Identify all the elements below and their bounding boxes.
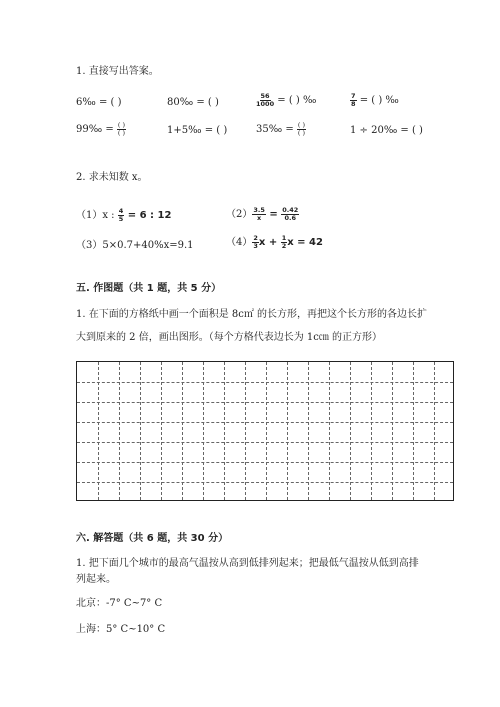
fraction: $\frac{2}{3}$ [253,234,258,250]
q1-item-5: 99‰ = ( ) ( ) [76,121,126,137]
fraction: ( ) ( ) [297,121,306,137]
grid-paper [76,361,454,501]
city-beijing: 北京：-7° C~7° C [76,598,163,609]
q1-item-1: 6‰ = ( ) [76,97,122,108]
q2-title: 2. 求未知数 x。 [76,172,148,183]
q1-item-8: 1 ÷ 20‰ = ( ) [350,125,423,136]
equation-2: （2） $\frac{3.5}{x}$ = $\frac{0.42}{0.6}$ [226,206,299,222]
fraction: $\frac{56}{1000}$ [256,92,275,108]
section5-question-line1: 1. 在下面的方格纸中画一个面积是 8c㎡ 的长方形，再把这个长方形的各边长扩 [76,309,428,320]
fraction: $\frac{4}{5}$ [118,207,124,223]
fraction: ( ) ( ) [117,121,126,137]
section6-question-line2: 列起来。 [76,574,116,585]
equation-3: （3）5×0.7+40%x=9.1 [76,240,194,251]
q1-title: 1. 直接写出答案。 [76,66,159,77]
section6-heading: 六. 解答题（共 6 题，共 30 分） [76,533,229,544]
q1-item-7: 35‰ = ( ) ( ) [256,121,306,137]
section5-heading: 五. 作图题（共 1 题，共 5 分） [76,283,222,294]
section5-question-line2: 大到原来的 2 倍，画出图形。（每个方格代表边长为 1c㎝ 的正方形） [76,332,383,343]
fraction: $\frac{1}{2}$ [281,234,287,250]
equation-4: （4） $\frac{2}{3}$ x + $\frac{1}{2}$ x = 42 [226,234,323,250]
fraction: $\frac{0.42}{0.6}$ [282,206,299,222]
section6-question-line1: 1. 把下面几个城市的最高气温按从高到低排列起来；把最低气温按从低到高排 [76,558,419,569]
q1-item-2: 80‰ = ( ) [167,97,219,108]
fraction: $\frac{3.5}{x}$ [253,206,265,222]
equation-1: （1）x : $\frac{4}{5}$ = 6 : 12 [76,207,172,223]
city-shanghai: 上海：5° C~10° C [76,624,166,635]
q1-item-6: 1+5‰ = ( ) [167,125,228,136]
q1-item-4: $\frac{7}{8}$ = ( ) ‰ [351,92,399,108]
q1-item-3: $\frac{56}{1000}$ = ( ) ‰ [256,92,317,108]
fraction: $\frac{7}{8}$ [351,92,356,108]
